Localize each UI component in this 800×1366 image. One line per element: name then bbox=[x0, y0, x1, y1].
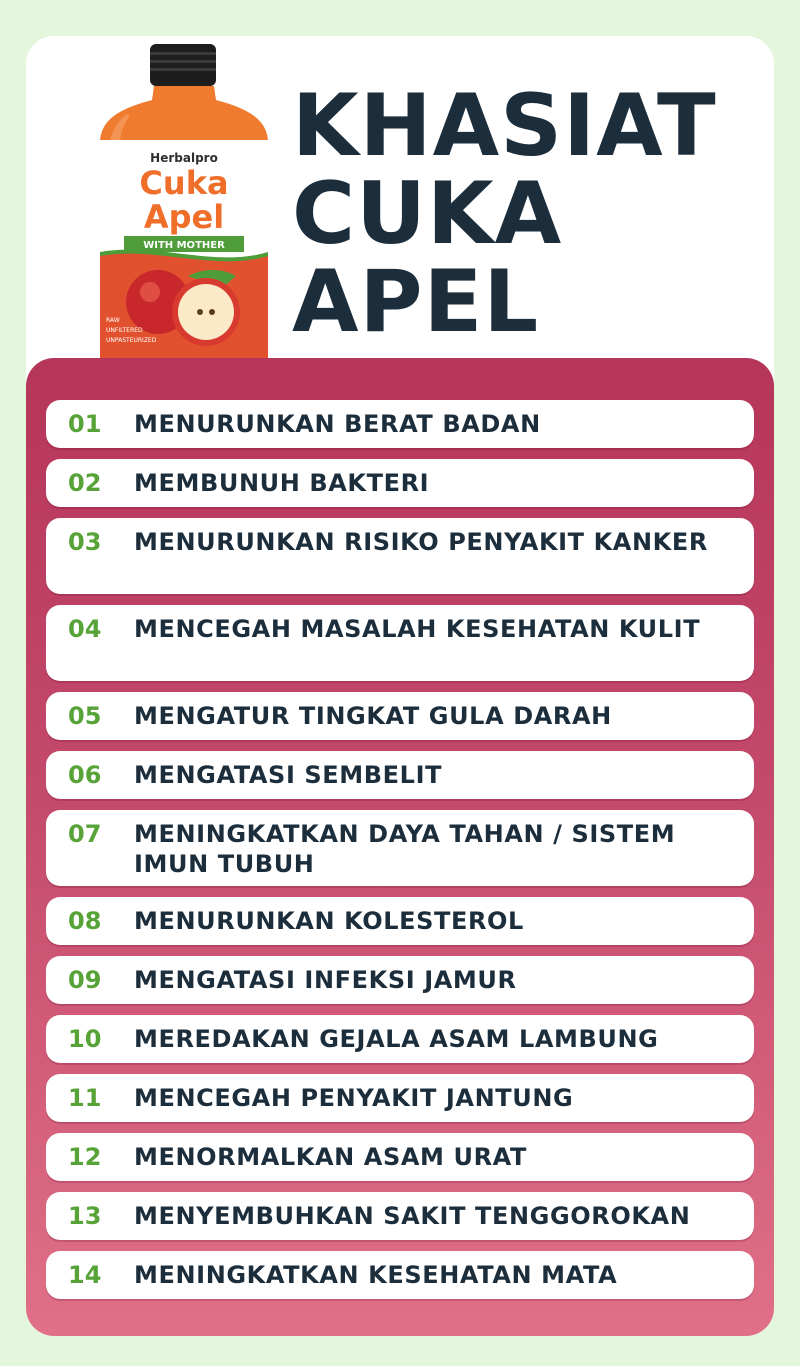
product-bottle-image bbox=[96, 44, 272, 364]
benefit-item bbox=[46, 518, 754, 594]
product-badge-raw: RAW bbox=[106, 317, 120, 324]
product-tagline: WITH MOTHER bbox=[143, 240, 225, 251]
title-line-3: APEL bbox=[292, 252, 540, 352]
benefit-number: 11 bbox=[68, 1084, 102, 1112]
benefit-number: 10 bbox=[68, 1025, 102, 1053]
benefit-text: MENYEMBUHKAN SAKIT TENGGOROKAN bbox=[134, 1202, 691, 1230]
benefit-number: 12 bbox=[68, 1143, 102, 1171]
product-badge-unpasteurized: UNPASTEURIZED bbox=[106, 337, 157, 344]
benefit-item bbox=[46, 1133, 754, 1181]
benefit-item bbox=[46, 751, 754, 799]
benefit-item bbox=[46, 1251, 754, 1299]
benefit-text: MENCEGAH MASALAH KESEHATAN KULIT bbox=[134, 615, 701, 643]
benefit-text: MENGATUR TINGKAT GULA DARAH bbox=[134, 702, 612, 730]
benefit-text: MEREDAKAN GEJALA ASAM LAMBUNG bbox=[134, 1025, 659, 1053]
benefit-number: 13 bbox=[68, 1202, 102, 1230]
benefit-number: 04 bbox=[68, 615, 102, 643]
benefit-number: 02 bbox=[68, 469, 102, 497]
product-badge-unfiltered: UNFILTERED bbox=[106, 327, 143, 334]
title-line-1: KHASIAT bbox=[292, 76, 717, 176]
benefit-text: MENORMALKAN ASAM URAT bbox=[134, 1143, 527, 1171]
benefit-text: MENGATASI INFEKSI JAMUR bbox=[134, 966, 517, 994]
benefit-number: 03 bbox=[68, 528, 102, 556]
benefit-text: MENGATASI SEMBELIT bbox=[134, 761, 443, 789]
benefit-item bbox=[46, 400, 754, 448]
benefit-item bbox=[46, 897, 754, 945]
benefit-item bbox=[46, 1192, 754, 1240]
benefit-text: MENURUNKAN KOLESTEROL bbox=[134, 907, 524, 935]
product-name-line2: Apel bbox=[143, 198, 225, 236]
benefit-item bbox=[46, 459, 754, 507]
product-name-line1: Cuka bbox=[139, 164, 229, 202]
benefit-item bbox=[46, 956, 754, 1004]
benefit-text: MENURUNKAN BERAT BADAN bbox=[134, 410, 541, 438]
benefit-number: 05 bbox=[68, 702, 102, 730]
benefit-number: 01 bbox=[68, 410, 102, 438]
benefit-text: MEMBUNUH BAKTERI bbox=[134, 469, 430, 497]
benefit-number: 14 bbox=[68, 1261, 102, 1289]
product-brand: Herbalpro bbox=[150, 151, 218, 165]
benefit-text: MENINGKATKAN DAYA TAHAN / SISTEM IMUN TUBUH bbox=[134, 820, 676, 878]
benefit-text: MENURUNKAN RISIKO PENYAKIT KANKER bbox=[134, 528, 708, 556]
page-title bbox=[292, 76, 772, 352]
benefit-number: 07 bbox=[68, 820, 102, 848]
benefit-text: MENCEGAH PENYAKIT JANTUNG bbox=[134, 1084, 574, 1112]
benefit-number: 09 bbox=[68, 966, 102, 994]
benefit-number: 08 bbox=[68, 907, 102, 935]
benefit-item bbox=[46, 1074, 754, 1122]
benefit-item bbox=[46, 1015, 754, 1063]
benefit-item bbox=[46, 605, 754, 681]
benefit-number: 06 bbox=[68, 761, 102, 789]
benefit-item bbox=[46, 692, 754, 740]
title-line-2: CUKA bbox=[292, 164, 563, 264]
benefit-text: MENINGKATKAN KESEHATAN MATA bbox=[134, 1261, 618, 1289]
benefit-item bbox=[46, 810, 754, 886]
